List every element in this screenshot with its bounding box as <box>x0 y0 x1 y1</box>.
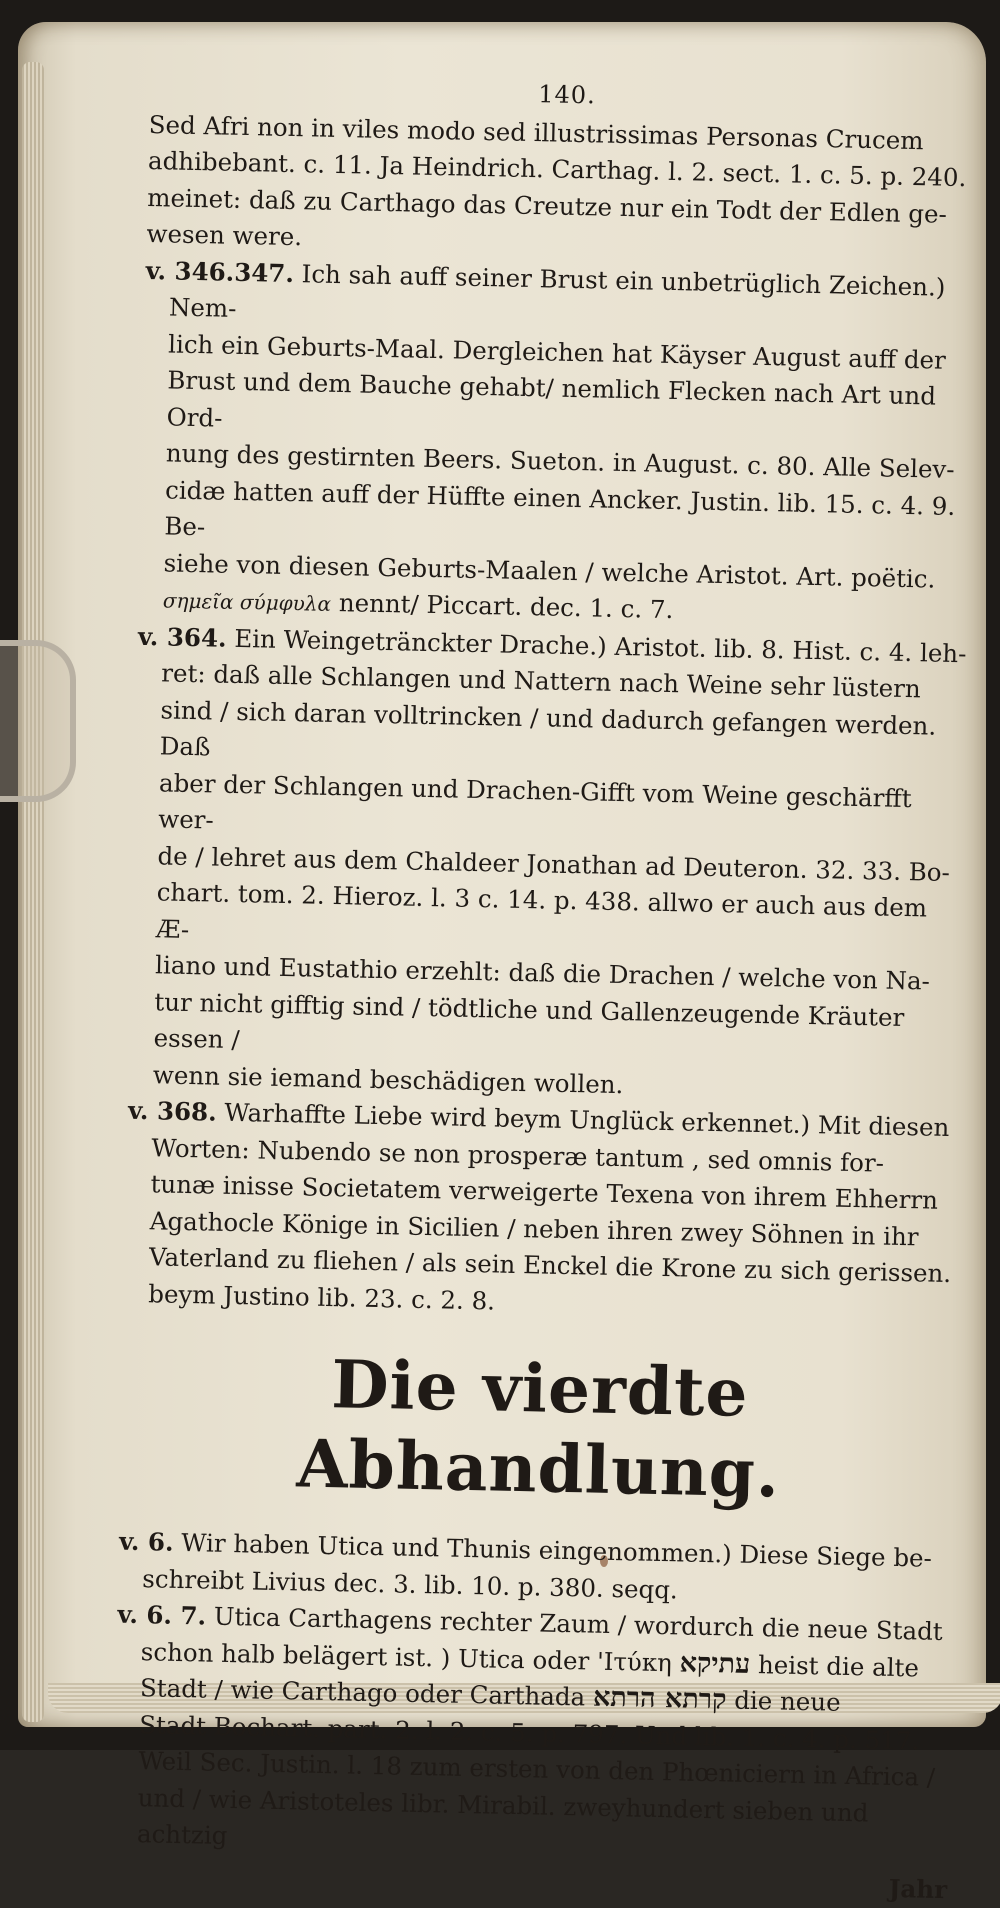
hebrew-text: קרתא הרתא <box>592 1681 727 1716</box>
verse-reference: v. 368. <box>127 1095 217 1127</box>
note-entry <box>124 1093 963 1329</box>
hebrew-text: עתיקא <box>679 1646 751 1680</box>
page-text <box>112 68 985 1908</box>
text-line: wenn sie iemand beschädigen wollen. <box>152 1059 624 1099</box>
verse-reference: v. 364. <box>137 621 227 653</box>
note-entry <box>138 252 980 635</box>
text-line: Brust und dem Bauche gehabt/ nemlich Flecken nach Art und Ord- <box>166 365 937 433</box>
text-line: aber der Schlangen und Drachen-Gifft vom Weine geschärfft wer- <box>157 767 912 835</box>
text-line: chart. tom. 2. Hieroz. l. 3 c. 14. p. 438. allwo er auch aus dem Æ- <box>155 877 928 944</box>
note-entry <box>129 618 974 1110</box>
text-span: heist die alte <box>757 1649 920 1682</box>
intro-paragraph <box>146 106 984 269</box>
text-line: Sed Afri non in viles modo sed illustrissimas Personas Crucem <box>148 109 924 155</box>
text-line: und / wie Aristoteles libr. Mirabil. zweyhundert sieben und achtzig <box>136 1782 869 1851</box>
text-span: Warhaffte Liebe wird beym Unglück erkennet.) Mit diesen <box>224 1097 950 1142</box>
text-line: de / lehret aus dem Chaldeer Jonathan ad Deuteron. 32. 33. Bo- <box>157 840 951 887</box>
text-line: Stadt Bochart. part. 2. l. 2. c. 5. p. 797. Und lib. 1. c. 4. p. 517. <box>139 1709 920 1755</box>
page-number: 140. <box>538 80 597 110</box>
greek-text: σημεῖα σύμφυλα <box>162 588 332 616</box>
text-line: lich ein Geburts-Maal. Dergleichen hat Käyser August auff der <box>167 328 947 375</box>
text-span: Stadt / wie Carthago oder Carthada <box>139 1673 586 1712</box>
note-entry <box>113 1597 953 1870</box>
text-line: Agathocle Könige in Sicilien / neben ihren zwey Söhnen in ihr <box>149 1205 919 1251</box>
text-span: Ein Weingetränckter Drache.) Aristot. lib. 8. Hist. c. 4. leh- <box>234 623 967 668</box>
text-line: beym Justino lib. 23. c. 2. 8. <box>148 1278 496 1315</box>
verse-reference: v. 6. <box>118 1526 174 1557</box>
text-line: tunæ inisse Societatem verweigerte Texena von ihrem Ehherrn <box>150 1169 939 1215</box>
text-line: liano und Eustathio erzehlt: daß die Drachen / welche von Na- <box>154 950 931 996</box>
catchword: Jahr <box>888 1873 948 1904</box>
page-edge <box>22 62 44 1722</box>
text-span: die neue <box>733 1685 841 1717</box>
text-line: wesen were. <box>146 218 303 252</box>
text-span: Wir haben Utica und Thunis eingenommen.) Diese Siege be- <box>181 1527 933 1573</box>
text-line: Vaterland zu fliehen / als sein Enckel die Krone zu sich gerissen. <box>148 1242 952 1289</box>
text-line: ret: daß alle Schlangen und Nattern nach Weine sehr lüstern <box>161 658 922 704</box>
text-line: tur nicht gifftig sind / tödtliche und Gallenzeugende Kräuter essen / <box>153 986 905 1055</box>
text-span: nennt/ Piccart. dec. 1. c. 7. <box>338 588 674 625</box>
text-line: sind / sich daran volltrincken / und dadurch gefangen werden. Daß <box>159 694 937 762</box>
verse-reference: v. 6. 7. <box>117 1599 207 1631</box>
text-line: Worten: Nubendo se non prosperæ tantum , sed omnis for- <box>151 1132 885 1178</box>
verse-reference: v. 346.347. <box>145 255 295 288</box>
text-line: nung des gestirnten Beers. Sueton. in August. c. 80. Alle Selev- <box>165 438 955 484</box>
text-span: Ich sah auff seiner Brust ein unbetrüglich Zeichen.) Nem- <box>168 258 946 323</box>
text-line: adhibebant. c. 11. Ja Heindrich. Carthag. l. 2. sect. 1. c. 5. p. 240. <box>147 145 967 193</box>
section-heading: Die vierdte Abhandlung. <box>295 1345 781 1513</box>
text-line: cidæ hatten auff der Hüffte einen Ancker. Justin. lib. 15. c. 4. 9. Be- <box>164 474 956 542</box>
text-line: siehe von diesen Geburts-Maalen / welche Aristot. Art. poëtic. <box>163 547 936 594</box>
text-line: meinet: daß zu Carthago das Creutze nur ein Todt der Edlen ge- <box>146 182 948 229</box>
text-span: schon halb belägert ist. ) Utica oder 'Ιτύκη <box>140 1636 673 1677</box>
text-line: Weil Sec. Justin. l. 18 zum ersten von den Phœniciern in Africa / <box>138 1746 936 1792</box>
book-clasp <box>0 640 76 802</box>
text-span: Utica Carthagens rechter Zaum / wordurch die neue Stadt <box>213 1601 943 1646</box>
text-line: schreibt Livius dec. 3. lib. 10. p. 380. seqq. <box>142 1563 679 1604</box>
